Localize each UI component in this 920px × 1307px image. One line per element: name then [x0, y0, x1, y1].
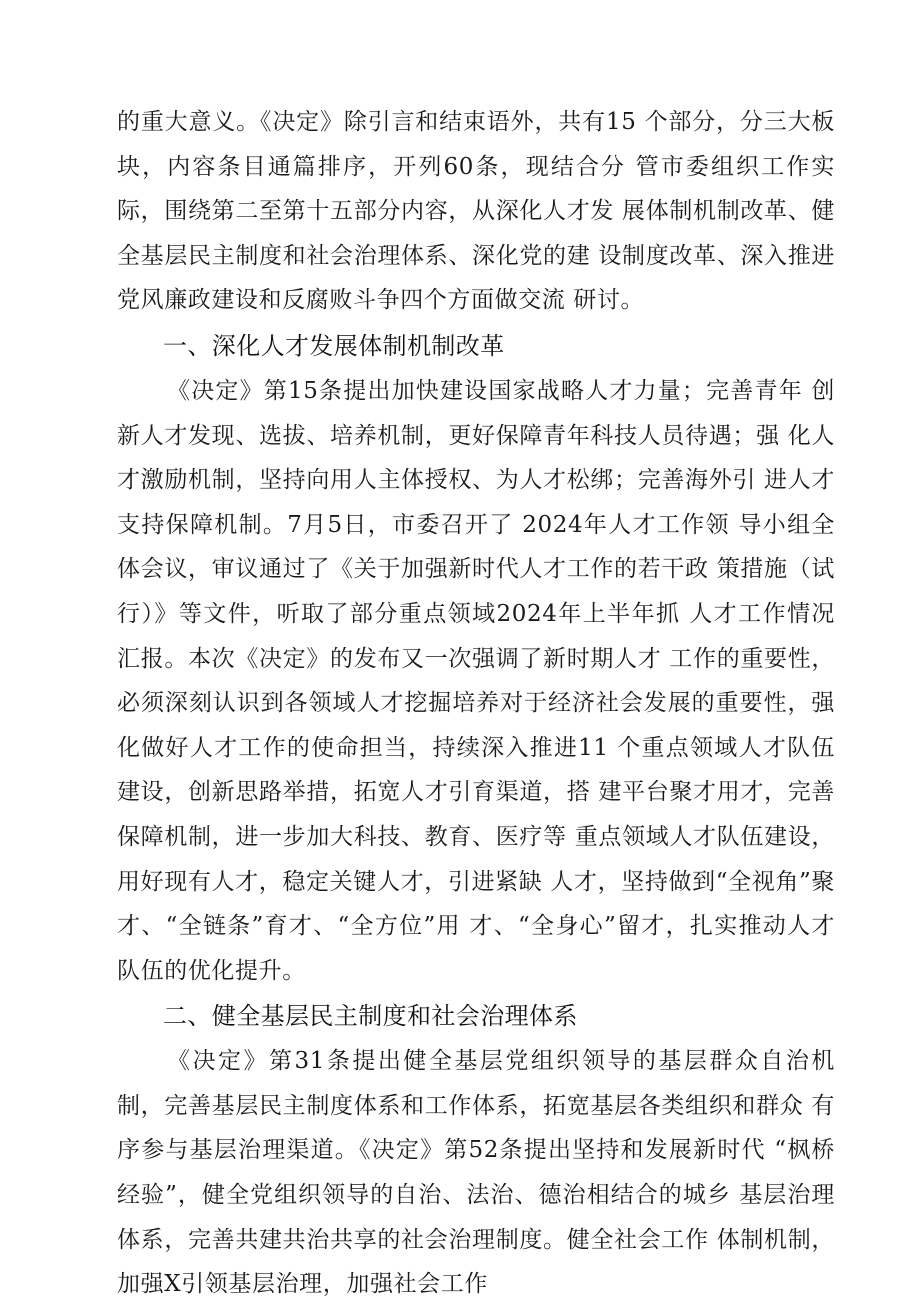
- section-1-heading: 一、深化人才发展体制机制改革: [163, 331, 505, 360]
- section-2-heading: 二、健全基层民主制度和社会治理体系: [163, 1002, 578, 1031]
- document-body: [117, 100, 835, 1307]
- section-2-paragraph: 《决定》第31条提出健全基层党组织领导的基层群众自治机 制，完善基层民主制度体系和工作体系，拓宽基层各类组织和群众 有序参与基层治理渠道。《决定》第52条提出坚持和发展新时代 “枫桥经验”，健全党组织领导的自治、法治、德治相结合的城乡 基层治理体系，完善共建共治共享的社会治理制度。健全社会工作 体制机制，加强X引领基层治理，加强社会工作: [117, 1048, 835, 1298]
- section-1-paragraph: 《决定》第15条提出加快建设国家战略人才力量；完善青年 创新人才发现、选拔、培养机制，更好保障青年科技人员待遇；强 化人才激励机制，坚持向用人主体授权、为人才松绑；完善海外引 进人才支持保障机制。7月5日，市委召开了 2024年人才工作领 导小组全体会议，审议通过了《关于加强新时代人才工作的若干政 策措施（试行）》等文件，听取了部分重点领域2024年上半年抓 人才工作情况汇报。本次《决定》的发布又一次强调了新时期人才 工作的重要性，必须深刻认识到各领域人才挖掘培养对于经济社会发展的重要性，强化做好人才工作的使命担当，持续深入推进11 个重点领域人才队伍建设，创新思路举措，拓宽人才引育渠道，搭 建平台聚才用才，完善保障机制，进一步加大科技、教育、医疗等 重点领域人才队伍建设，用好现有人才，稳定关键人才，引进紧缺 人才，坚持做到“全视角”聚才、“全链条”育才、“全方位”用 才、“全身心”留才，扎实推动人才队伍的优化提升。: [117, 377, 835, 984]
- intro-paragraph: 的重大意义。《决定》除引言和结束语外，共有15 个部分，分三大板块，内容条目通篇排序，开列60条，现结合分 管市委组织工作实际，围绕第二至第十五部分内容，从深化人才发 展体制机制改革、健全基层民主制度和社会治理体系、深化党的建 设制度改革、深入推进党风廉政建设和反腐败斗争四个方面做交流 研讨。: [117, 109, 835, 314]
